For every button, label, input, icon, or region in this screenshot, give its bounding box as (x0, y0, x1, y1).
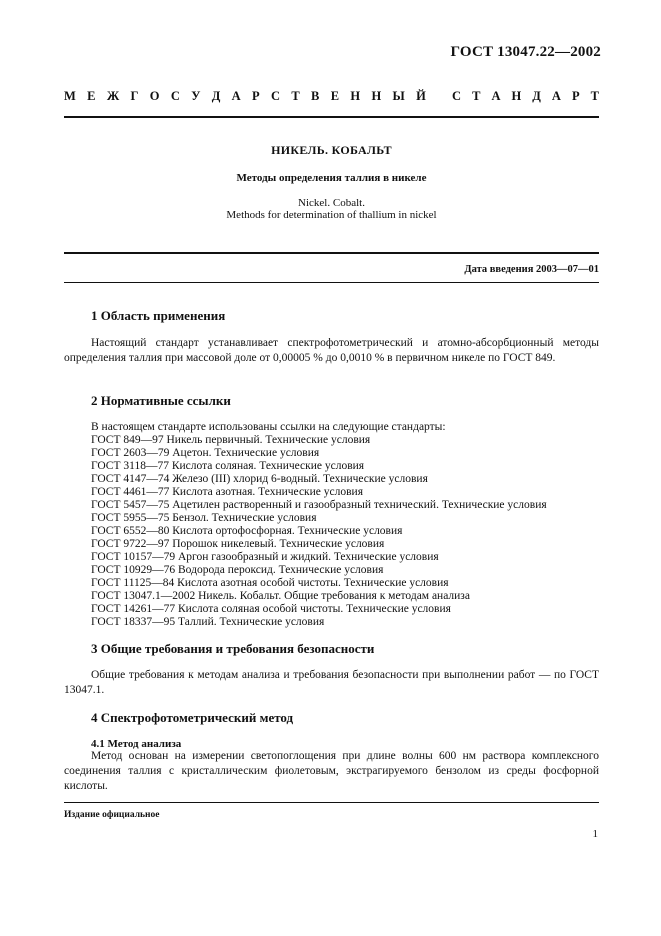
banner-word-interstate (64, 89, 426, 104)
standard-subtitle: Методы определения таллия в никеле (236, 172, 427, 184)
banner-letter: Н (350, 89, 361, 103)
banner-letter: Е (87, 89, 96, 103)
section-4-1-heading: 4.1 Метод анализа (91, 738, 182, 750)
banner-letter: Й (416, 89, 426, 103)
banner-letter: А (231, 89, 241, 103)
reference-item: ГОСТ 14261—77 Кислота соляная особой чистоты. Технические условия (91, 603, 451, 615)
reference-item: ГОСТ 13047.1—2002 Никель. Кобальт. Общие требования к методам анализа (91, 590, 470, 602)
banner-letter: С (170, 89, 180, 103)
banner-letter: Т (590, 89, 599, 103)
banner-letter: У (191, 89, 201, 103)
banner-letter: С (271, 89, 281, 103)
banner-letter: Р (571, 89, 580, 103)
section-1-text: Настоящий стандарт устанавливает спектрофотометрический и атомно-абсорбционный методы определения таллия при массовой доле от 0,00005 % до 0,0010 % в первичном никеле по ГОСТ 849. (64, 337, 599, 364)
reference-item: ГОСТ 10929—76 Водорода пероксид. Технические условия (91, 564, 384, 576)
section-4-1-text: Метод основан на измерении светопоглощения при длине волны 600 нм раствора комплексного соединения таллия с кристаллическим фиолетовым, экстрагируемого бензолом из среды фосфорной кислоты. (64, 750, 599, 792)
banner-letter: Д (532, 89, 541, 103)
standard-banner (64, 89, 599, 104)
official-edition-label: Издание официальное (64, 810, 160, 820)
standard-title: НИКЕЛЬ. КОБАЛЬТ (271, 143, 392, 157)
section-4-heading: 4 Спектрофотометрический метод (91, 710, 294, 725)
reference-item: ГОСТ 5457—75 Ацетилен растворенный и газообразный технический. Технические условия (91, 499, 547, 511)
reference-item: ГОСТ 10157—79 Аргон газообразный и жидкий. Технические условия (91, 551, 439, 563)
banner-letter: Н (371, 89, 382, 103)
reference-item: ГОСТ 3118—77 Кислота соляная. Технические условия (91, 460, 365, 472)
reference-item: ГОСТ 9722—97 Порошок никелевый. Технические условия (91, 538, 385, 550)
banner-letter: О (149, 89, 160, 103)
document-number: ГОСТ 13047.22—2002 (450, 44, 601, 60)
top-rule (64, 116, 599, 118)
introduction-date: Дата введения 2003—07—01 (464, 264, 599, 275)
banner-letter: М (64, 89, 76, 103)
reference-item: ГОСТ 4147—74 Железо (III) хлорид 6-водный. Технические условия (91, 473, 428, 485)
banner-letter: С (452, 89, 462, 103)
banner-letter: Р (252, 89, 260, 103)
banner-letter: В (311, 89, 320, 103)
banner-letter: Т (472, 89, 481, 103)
reference-item: ГОСТ 18337—95 Таллий. Технические условия (91, 616, 325, 628)
english-title-line2: Methods for determination of thallium in nickel (226, 209, 437, 221)
banner-letter: А (491, 89, 501, 103)
reference-item: ГОСТ 4461—77 Кислота азотная. Технические условия (91, 486, 363, 498)
page-number: 1 (592, 828, 598, 840)
reference-item: ГОСТ 6552—80 Кислота ортофосфорная. Технические условия (91, 525, 403, 537)
english-title-line1: Nickel. Cobalt. (298, 197, 365, 209)
banner-word-standard (452, 89, 599, 104)
section-2-heading: 2 Нормативные ссылки (91, 393, 231, 408)
banner-letter: Н (511, 89, 522, 103)
banner-letter: Е (330, 89, 340, 103)
footer-rule (64, 802, 599, 803)
banner-letter: Г (130, 89, 139, 103)
reference-item: ГОСТ 849—97 Никель первичный. Технические условия (91, 434, 371, 446)
banner-letter: Ж (106, 89, 120, 103)
banner-letter: Ы (392, 89, 405, 103)
banner-letter: Т (291, 89, 300, 103)
reference-item: ГОСТ 11125—84 Кислота азотная особой чистоты. Технические условия (91, 577, 449, 589)
banner-letter: Д (211, 89, 221, 103)
section-2-intro: В настоящем стандарте использованы ссылки на следующие стандарты: (91, 421, 446, 433)
title-rule (64, 252, 599, 254)
date-rule (64, 282, 599, 283)
banner-letter: А (551, 89, 561, 103)
section-3-heading: 3 Общие требования и требования безопасности (91, 641, 375, 656)
section-1-heading: 1 Область применения (91, 308, 226, 323)
reference-item: ГОСТ 5955—75 Бензол. Технические условия (91, 512, 317, 524)
section-3-text: Общие требования к методам анализа и требования безопасности при выполнении работ — по ГОСТ 13047.1. (64, 669, 599, 696)
reference-item: ГОСТ 2603—79 Ацетон. Технические условия (91, 447, 320, 459)
normative-references-list (91, 434, 547, 629)
